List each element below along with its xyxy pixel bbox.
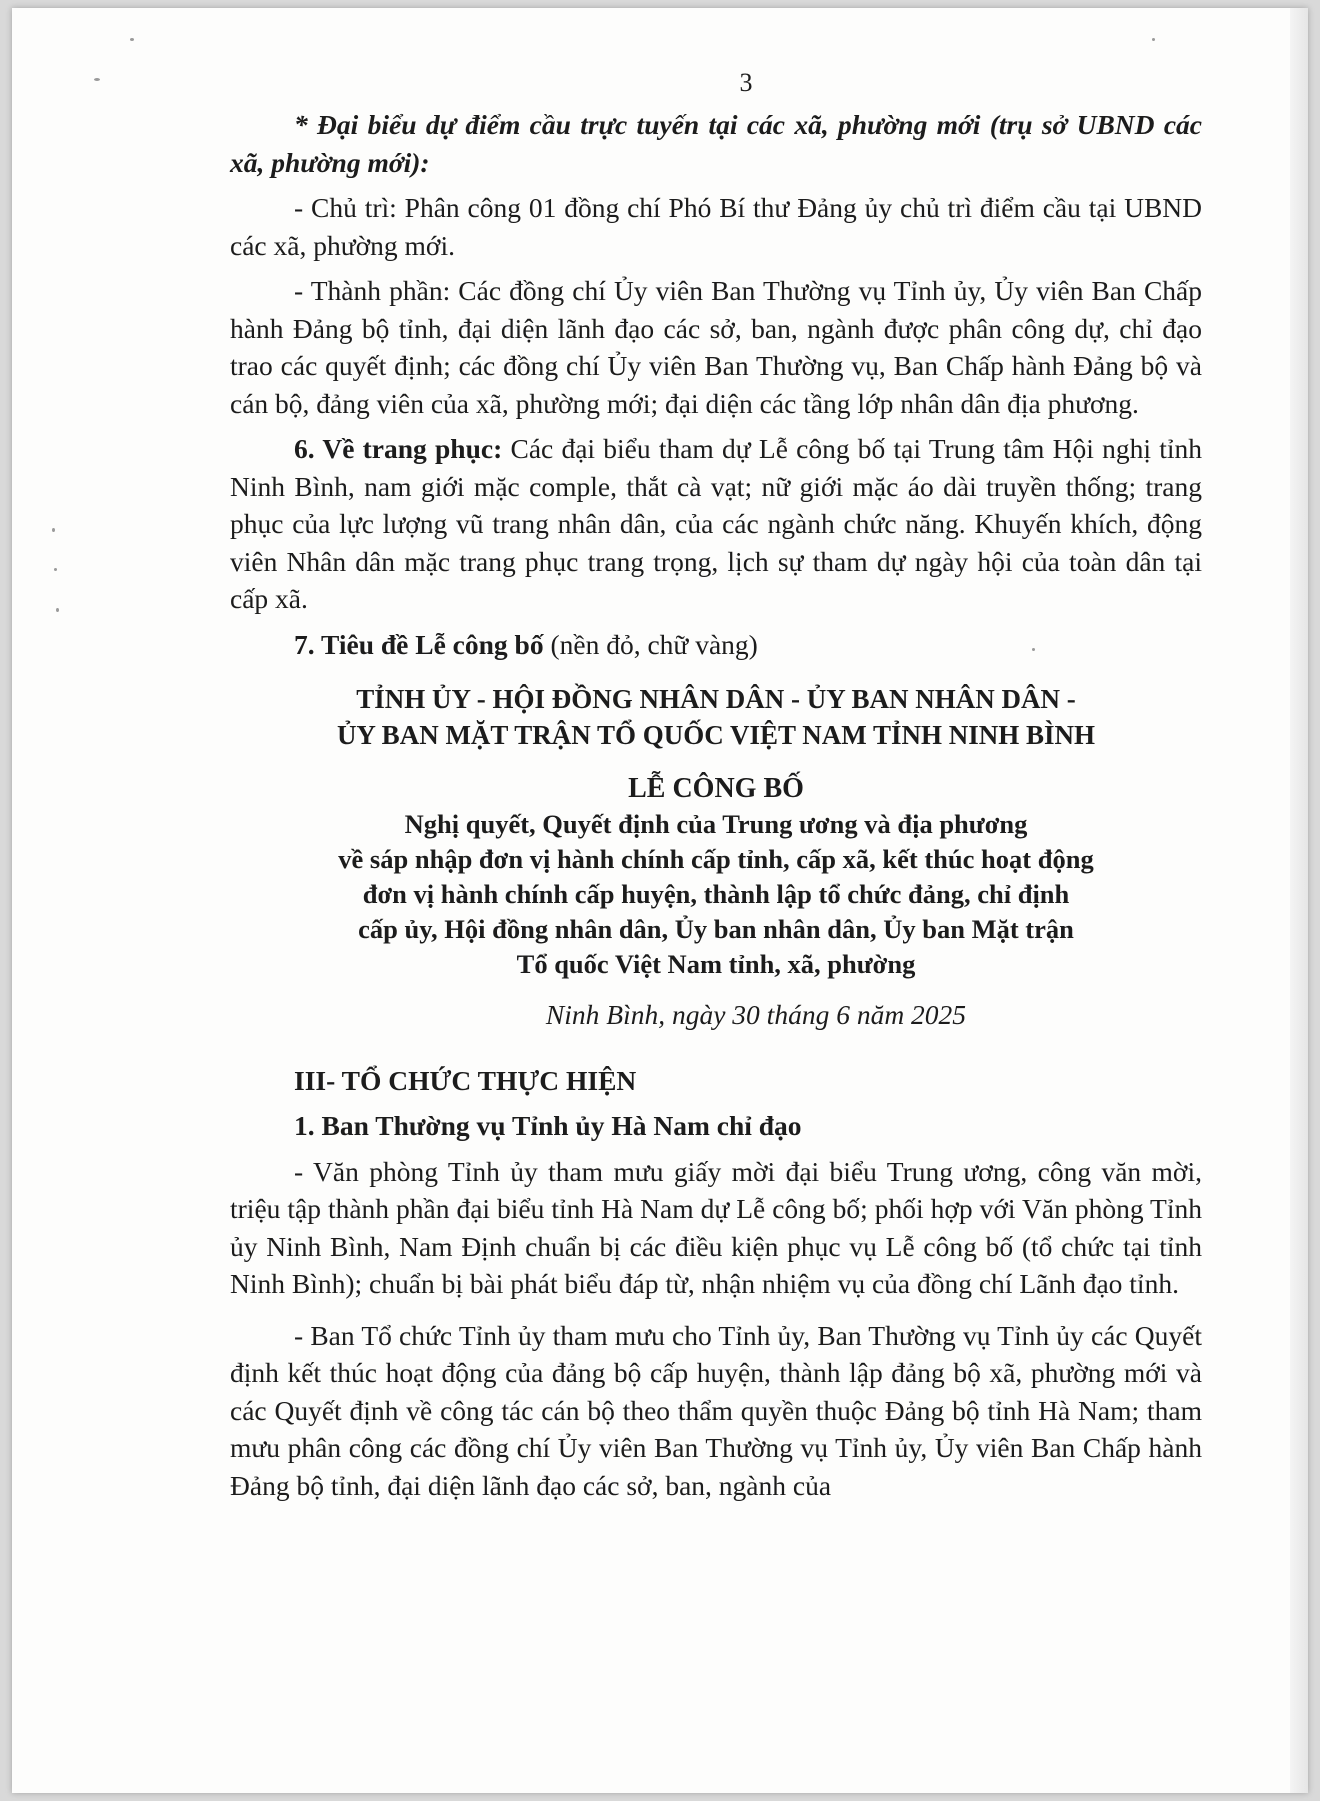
banner-section-label: 7. Tiêu đề Lễ công bố	[294, 628, 544, 660]
ceremony-title: LỄ CÔNG BỐ	[628, 773, 804, 804]
scan-speck	[52, 528, 55, 532]
scan-speck	[94, 78, 100, 81]
ceremony-line: Tổ quốc Việt Nam tỉnh, xã, phường	[516, 949, 916, 979]
page-number: 3	[739, 68, 753, 97]
banner-section-note: (nền đỏ, chữ vàng)	[543, 628, 758, 660]
ceremony-date: Ninh Bình, ngày 30 tháng 6 năm 2025	[545, 999, 967, 1030]
banner-org-block	[230, 681, 1202, 753]
banner-org-line: TỈNH ỦY - HỘI ĐỒNG NHÂN DÂN - ỦY BAN NHÂN DÂN -	[356, 684, 1076, 714]
dress-section-text: Các đại biểu tham dự Lễ công bố tại Trung tâm Hội nghị tỉnh Ninh Bình, nam giới mặc comple, thắt cà vạt; nữ giới mặc áo dài truyền thống; trang phục của lực lượng vũ trang nhân dân, của các ngành chức năng. Khuyến khích, động viên Nhân dân mặc trang phục trang trọng, lịch sự tham dự ngày hội của toàn dân tại cấp xã.	[230, 433, 1202, 614]
implementation-paragraph: - Văn phòng Tỉnh ủy tham mưu giấy mời đại biểu Trung ương, công văn mời, triệu tập thành phần đại biểu tỉnh Hà Nam dự Lễ công bố; phối hợp với Văn phòng Tỉnh ủy Ninh Bình, Nam Định chuẩn bị các điều kiện phục vụ Lễ công bố (tổ chức tại tỉnh Ninh Bình); chuẩn bị bài phát biểu đáp từ, nhận nhiệm vụ của đồng chí Lãnh đạo tỉnh.	[230, 1155, 1202, 1299]
ceremony-line: cấp ủy, Hội đồng nhân dân, Ủy ban nhân dân, Ủy ban Mặt trận	[358, 914, 1074, 944]
scan-edge	[1290, 8, 1308, 1793]
banner-org-line: ỦY BAN MẶT TRẬN TỔ QUỐC VIỆT NAM TỈNH NINH BÌNH	[336, 720, 1096, 750]
banner-section	[230, 626, 1202, 664]
implementation-heading: III- TỔ CHỨC THỰC HIỆN	[294, 1064, 637, 1096]
online-section-composition: - Thành phần: Các đồng chí Ủy viên Ban Thường vụ Tỉnh ủy, Ủy viên Ban Chấp hành Đảng bộ tỉnh, đại diện lãnh đạo các sở, ban, ngành được phân công dự, chỉ đạo trao các quyết định; các đồng chí Ủy viên Ban Thường vụ, Ban Chấp hành Đảng bộ và cán bộ, đảng viên của xã, phường mới; đại diện các tầng lớp nhân dân địa phương.	[230, 275, 1202, 419]
ceremony-subtitle	[230, 807, 1202, 982]
implementation-paragraph: - Ban Tổ chức Tỉnh ủy tham mưu cho Tỉnh ủy, Ban Thường vụ Tỉnh ủy các Quyết định kết thúc hoạt động của đảng bộ cấp huyện, thành lập đảng bộ xã, phường mới và các Quyết định về công tác cán bộ theo thẩm quyền thuộc Đảng bộ tỉnh Hà Nam; tham mưu phân công các đồng chí Ủy viên Ban Thường vụ Tỉnh ủy, Ủy viên Ban Chấp hành Đảng bộ tỉnh, đại diện lãnh đạo các sở, ban, ngành của	[230, 1319, 1202, 1501]
scan-speck	[130, 38, 134, 41]
online-section-heading: * Đại biểu dự điểm cầu trực tuyến tại các xã, phường mới (trụ sở UBND các xã, phường mới):	[230, 109, 1202, 178]
implementation-subheading: 1. Ban Thường vụ Tỉnh ủy Hà Nam chỉ đạo	[294, 1110, 802, 1141]
scan-speck	[56, 608, 59, 612]
dress-section	[230, 430, 1202, 618]
document-body	[230, 68, 1202, 1504]
online-section-chair: - Chủ trì: Phân công 01 đồng chí Phó Bí thư Đảng ủy chủ trì điểm cầu tại UBND các xã, phường mới.	[230, 192, 1202, 261]
dress-section-label: 6. Về trang phục:	[294, 433, 503, 464]
document-page	[12, 8, 1308, 1793]
scan-speck	[54, 568, 57, 571]
ceremony-line: đơn vị hành chính cấp huyện, thành lập tổ chức đảng, chỉ định	[362, 879, 1070, 909]
ceremony-line: Nghị quyết, Quyết định của Trung ương và địa phương	[404, 809, 1028, 839]
ceremony-line: về sáp nhập đơn vị hành chính cấp tỉnh, cấp xã, kết thúc hoạt động	[338, 844, 1094, 874]
scan-speck	[1152, 38, 1155, 41]
